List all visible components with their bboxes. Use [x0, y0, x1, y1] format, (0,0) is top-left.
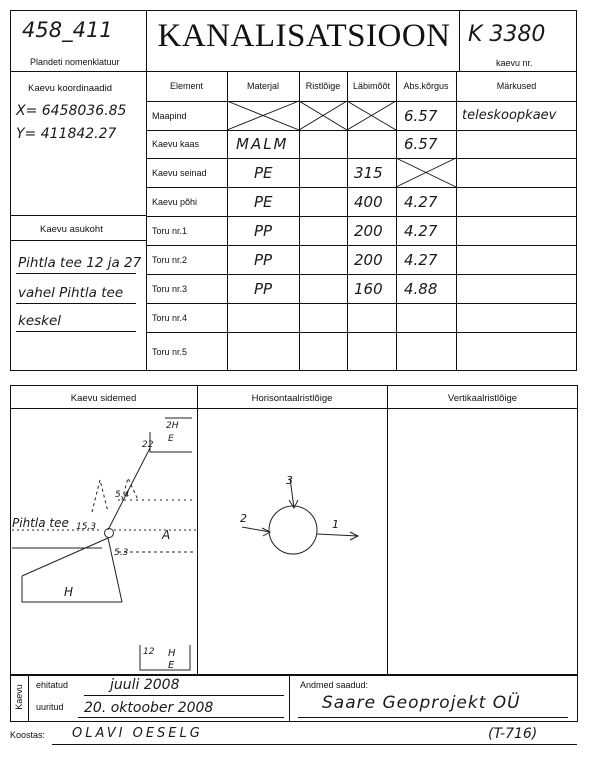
document-title: KANALISATSIOON: [157, 18, 451, 54]
row-material: PE: [254, 192, 273, 211]
well-label: kaevu nr.: [496, 58, 533, 68]
vertical-section-heading: Vertikaalristlõige: [447, 393, 518, 404]
sketch-label-h: H: [64, 585, 74, 599]
col-header-element: Element: [169, 81, 204, 91]
document-code: (T-716): [488, 726, 538, 742]
row-diameter: 200: [354, 250, 383, 269]
row-note: teleskoopkaev: [462, 108, 557, 123]
surveyed-label: uuritud: [36, 702, 64, 712]
row-element: Kaevu seinad: [152, 167, 207, 178]
sketch-label-e-bottom: E: [168, 660, 175, 671]
col-header-diameter: Läbimõõt: [352, 81, 391, 91]
compiler-label: Koostas:: [10, 730, 46, 740]
sketch-label-53: 5.3: [114, 548, 129, 558]
compiler-value: OLAVI OESELG: [72, 726, 203, 741]
row-abs: 4.88: [404, 279, 438, 298]
row-abs: 4.27: [404, 192, 438, 211]
sketch-label-22: 22: [142, 440, 154, 450]
sketch-label-12: 12: [143, 647, 155, 657]
row-abs: 4.27: [404, 250, 438, 269]
row-abs: 6.57: [404, 135, 438, 153]
row-diameter: 400: [354, 192, 383, 211]
coord-y: Y= 411842.27: [16, 126, 117, 142]
sheet-number: 458_411: [22, 18, 113, 42]
row-diameter: 200: [354, 221, 383, 240]
horizontal-section-heading: Horisontaalristlõige: [251, 393, 333, 404]
row-element: Toru nr.2: [152, 254, 188, 265]
row-material: MALM: [236, 135, 289, 153]
coord-x: X= 6458036.85: [16, 103, 127, 119]
location-label: Kaevu asukoht: [40, 224, 103, 235]
row-material: PP: [254, 221, 273, 240]
location-line-2: vahel Pihtla tee: [18, 285, 124, 301]
well-number: K 3380: [468, 22, 546, 47]
row-element: Maapind: [152, 110, 187, 121]
pipe-label-1: 1: [332, 518, 339, 531]
footer-side-label: Kaevu: [14, 684, 24, 710]
row-diameter: 160: [354, 279, 383, 298]
row-abs: 6.57: [404, 106, 438, 125]
col-header-cross: Ristlõige: [305, 81, 341, 91]
data-source-label: Andmed saadud:: [300, 680, 369, 690]
row-element: Toru nr.4: [152, 312, 188, 323]
sketch-label-5: 5.4: [115, 490, 130, 500]
col-header-notes: Märkused: [496, 81, 537, 91]
sketch-label-a: A: [162, 528, 171, 542]
col-header-abs: Abs.kõrgus: [403, 81, 449, 91]
sheet-label: Plandeti nomenklatuur: [30, 57, 120, 67]
row-element: Toru nr.3: [152, 283, 188, 294]
built-label: ehitatud: [36, 680, 69, 690]
ties-heading: Kaevu sidemed: [70, 393, 137, 404]
row-abs: 4.27: [404, 221, 438, 240]
sketch-label-153: 15.3: [76, 522, 97, 532]
location-line-1: Pihtla tee 12 ja 27: [18, 255, 142, 271]
row-material: PP: [254, 279, 273, 298]
sketch-label-e-top: E: [168, 434, 174, 444]
row-material: PP: [254, 250, 273, 269]
row-diameter: 315: [354, 163, 383, 182]
sketch-road-label: Pihtla tee: [12, 516, 69, 530]
row-material: PE: [254, 163, 273, 182]
sketch-label-2h-top: 2H: [166, 421, 179, 431]
coords-label: Kaevu koordinaadid: [28, 83, 112, 94]
data-source-value: Saare Geoprojekt OÜ: [322, 693, 521, 713]
sketch-label-h-bottom: H: [168, 648, 176, 659]
surveyed-value: 20. oktoober 2008: [84, 700, 214, 716]
row-element: Kaevu kaas: [152, 139, 200, 149]
pipe-label-2: 2: [240, 512, 247, 525]
row-element: Kaevu põhi: [152, 196, 198, 207]
col-header-material: Materjal: [246, 81, 279, 91]
row-element: Toru nr.1: [152, 225, 188, 236]
row-element: Toru nr.5: [152, 346, 188, 357]
pipe-label-3: 3: [286, 474, 293, 487]
location-line-3: keskel: [18, 313, 62, 329]
built-value: juuli 2008: [110, 677, 180, 693]
